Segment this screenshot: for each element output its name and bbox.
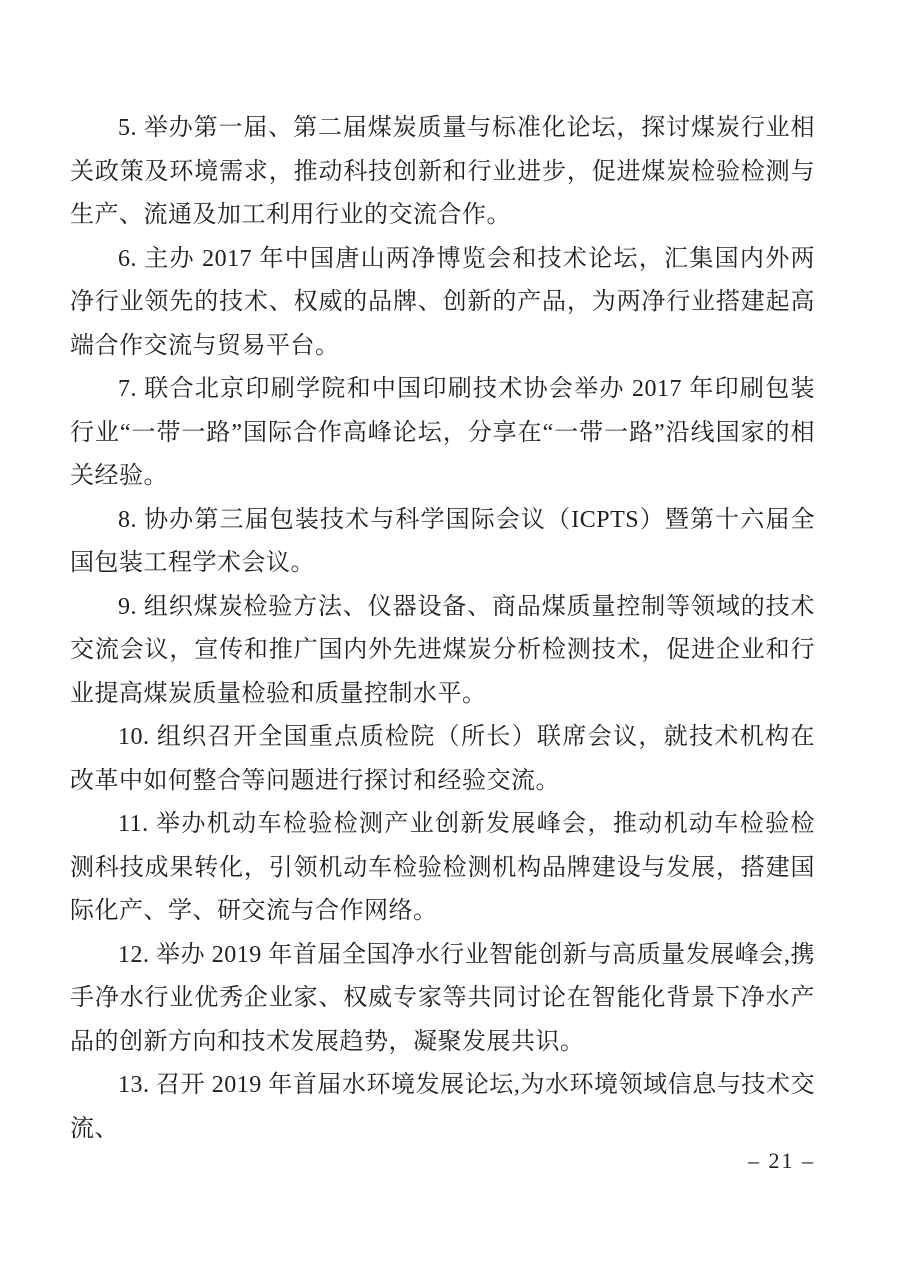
paragraph-item-5: 5. 举办第一届、第二届煤炭质量与标准化论坛，探讨煤炭行业相关政策及环境需求，推动科技创新和行业进步，促进煤炭检验检测与生产、流通及加工利用行业的交流合作。 <box>70 115 815 228</box>
paragraph-item-6: 6. 主办 2017 年中国唐山两净博览会和技术论坛，汇集国内外两净行业领先的技术、权威的品牌、创新的产品，为两净行业搭建起高端合作交流与贸易平台。 <box>70 245 815 359</box>
page-number: – 21 – <box>748 1148 815 1173</box>
paragraph-item-10: 10. 组织召开全国重点质检院（所长）联席会议，就技术机构在改革中如何整合等问题进行探讨和经验交流。 <box>70 724 815 794</box>
paragraph-item-12: 12. 举办 2019 年首届全国净水行业智能创新与高质量发展峰会,携手净水行业优秀企业家、权威专家等共同讨论在智能化背景下净水产品的创新方向和技术发展趋势，凝聚发展共识。 <box>70 941 815 1055</box>
paragraph-item-8: 8. 协办第三届包装技术与科学国际会议（ICPTS）暨第十六届全国包装工程学术会议。 <box>70 506 815 576</box>
paragraph-item-13: 13. 召开 2019 年首届水环境发展论坛,为水环境领域信息与技术交流、 <box>70 1072 815 1142</box>
paragraph-item-9: 9. 组织煤炭检验方法、仪器设备、商品煤质量控制等领域的技术交流会议，宣传和推广国内外先进煤炭分析检测技术，促进企业和行业提高煤炭质量检验和质量控制水平。 <box>70 593 815 707</box>
paragraph-item-7: 7. 联合北京印刷学院和中国印刷技术协会举办 2017 年印刷包装行业“一带一路”国际合作高峰论坛，分享在“一带一路”沿线国家的相关经验。 <box>70 376 815 489</box>
paragraph-item-11: 11. 举办机动车检验检测产业创新发展峰会，推动机动车检验检测科技成果转化，引领机动车检验检测机构品牌建设与发展，搭建国际化产、学、研交流与合作网络。 <box>70 811 815 924</box>
document-body <box>70 107 815 1151</box>
